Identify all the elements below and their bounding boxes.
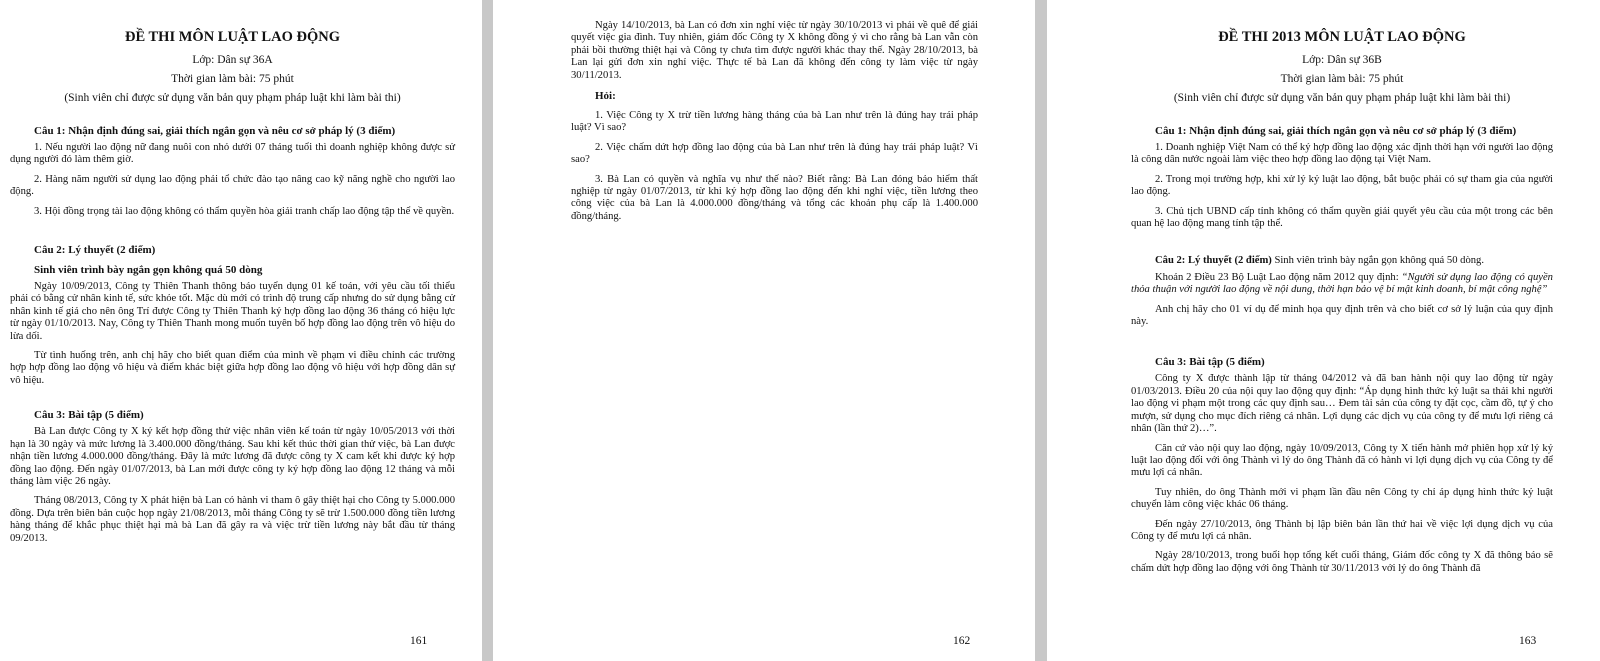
time-line: Thời gian làm bài: 75 phút xyxy=(1280,73,1404,85)
q2-title: Câu 2: Lý thuyết (2 điểm) xyxy=(1155,255,1272,267)
q1-title: Câu 1: Nhận định đúng sai, giải thích ngắn gọn và nêu cơ sở pháp lý (3 điểm) xyxy=(1155,125,1517,137)
q3-paragraph: Tháng 08/2013, Công ty X phát hiện bà Lan có hành vi tham ô gây thiệt hại cho Công ty 5.000.000 đồng. Dựa trên biên bản cuộc họp ngày 21/08/2013, mỗi tháng Công ty sẽ trừ 1.500.000 đồng tiền lương hàng tháng để khắc phục thiệt hại mà bà Lan đã gây ra và việc trừ tiền lương này bắt đầu từ tháng 09/2013. xyxy=(10,495,455,544)
q1-item: 2. Hàng năm người sử dụng lao động phải tổ chức đào tạo nâng cao kỹ năng nghề cho người lao động. xyxy=(10,173,455,198)
q1-item: 1. Doanh nghiệp Việt Nam có thể ký hợp đồng lao động xác định thời hạn với người lao động là công dân nước ngoài làm việc theo hợp đồng lao động tại Việt Nam. xyxy=(1131,142,1553,166)
q2-paragraph: Ngày 10/09/2013, Công ty Thiên Thanh thông báo tuyển dụng 01 kế toán, với yêu cầu tối thiểu phải có bằng cử nhân kinh tế, sức khỏe tốt. Mặc dù mới có trình độ trung cấp nhưng do sử dụng bằng cử nhân kinh tế giả cho nên ông Trí được Công ty Thiên Thanh ký hợp đồng lao động 36 tháng có hiệu lực từ ngày 01/10/2013. Nay, Công ty Thiên Thanh mong muốn tuyên bố hợp đồng lao động trên vô hiệu do lừa dối. xyxy=(10,281,455,342)
q2-title-rest: Sinh viên trình bày ngắn gọn không quá 50 dòng. xyxy=(1271,255,1484,267)
page-163 xyxy=(1047,0,1600,661)
q1-item: 2. Trong mọi trường hợp, khi xử lý kỷ luật lao động, bắt buộc phải có sự tham gia của người lao động. xyxy=(1131,173,1553,198)
q3-title: Câu 3: Bài tập (5 điểm) xyxy=(34,409,144,422)
class-line: Lớp: Dân sự 36B xyxy=(1302,54,1382,66)
q3-paragraph: Đến ngày 27/10/2013, ông Thành bị lập biên bản lần thứ hai về việc lợi dụng dịch vụ của Công ty để mưu lợi cá nhân. xyxy=(1131,518,1553,542)
q2-heading-line xyxy=(1131,255,1553,267)
page-number: 161 xyxy=(410,635,428,647)
questions-heading: Hỏi: xyxy=(595,90,616,103)
q1-item: 3. Chủ tịch UBND cấp tỉnh không có thẩm quyền giải quyết yêu cầu của một trong các bên quan hệ lao động mang tính tập thể. xyxy=(1131,205,1553,230)
q1-item: 1. Nếu người lao động nữ đang nuôi con nhỏ dưới 07 tháng tuổi thì doanh nghiệp không được sử dụng người đó làm thêm giờ. xyxy=(10,142,455,166)
q2-title: Câu 2: Lý thuyết (2 điểm) xyxy=(34,244,156,257)
page-number: 162 xyxy=(953,635,971,647)
q2-paragraph xyxy=(1131,272,1553,297)
q3-paragraph: Công ty X được thành lập từ tháng 04/2012 và đã ban hành nội quy lao động từ ngày 01/03/2013. Điều 20 của nội quy lao động quy định: “Áp dụng hình thức kỷ luật sa thải khi người lao động vi phạm một trong các quy định sau… Đem tài sản của công ty đặt cọc, cầm đồ, tự ý cho mượn, sử dụng cho mục đích riêng cá nhân. Lợi dụng các dịch vụ của công ty để mưu lợi riêng cá nhân (lần thứ 2)…”. xyxy=(1131,373,1553,435)
q3-title: Câu 3: Bài tập (5 điểm) xyxy=(1155,356,1265,369)
page-number: 163 xyxy=(1519,635,1537,647)
question-item: 1. Việc Công ty X trừ tiền lương hàng tháng của bà Lan như trên là đúng hay trái pháp luật? Vì sao? xyxy=(571,110,978,134)
q1-item: 3. Hội đồng trọng tài lao động không có thẩm quyền hòa giải tranh chấp lao động tập thể về quyền. xyxy=(34,205,455,217)
class-line: Lớp: Dân sự 36A xyxy=(192,54,273,66)
q3-paragraph: Ngày 28/10/2013, trong buổi họp tổng kết cuối tháng, Giám đốc công ty X đã thông báo sẽ chấm dứt hợp đồng lao động với ông Thành từ 30/11/2013 với lý do ông Thành đã xyxy=(1131,550,1553,574)
q3-paragraph: Bà Lan được Công ty X ký kết hợp đồng thử việc nhân viên kế toán từ ngày 10/05/2013 với thời hạn là 30 ngày và mức lương là 3.400.000 đồng/tháng. Sau khi kết thúc thời gian thử việc, bà Lan được nhận tiền lương 4.000.000 đồng/tháng. Đây là mức lương đã được công ty X cam kết khi được ký hợp đồng lao động. Đến ngày 01/07/2013, bà Lan mới được công ty ký hợp đồng lao động 12 tháng và mỗi tháng làm việc 26 ngày. xyxy=(10,426,455,487)
q2-lead: Khoản 2 Điều 23 Bộ Luật Lao động năm 2012 quy định: xyxy=(1155,271,1402,283)
page-161 xyxy=(0,0,482,661)
q2-paragraph: Anh chị hãy cho 01 ví dụ để minh họa quy định trên và cho biết cơ sở lý luận của quy định này. xyxy=(1131,303,1553,328)
time-line: Thời gian làm bài: 75 phút xyxy=(171,73,294,85)
q3-paragraph: Tuy nhiên, do ông Thành mới vi phạm lần đầu nên Công ty chỉ áp dụng hình thức kỷ luật chuyển làm công việc khác 06 tháng. xyxy=(1131,486,1553,511)
exam-note: (Sinh viên chỉ được sử dụng văn bản quy phạm pháp luật khi làm bài thi) xyxy=(64,92,401,104)
q2-subtitle: Sinh viên trình bày ngắn gọn không quá 50 dòng xyxy=(34,264,263,277)
q3-paragraph: Căn cứ vào nội quy lao động, ngày 10/09/2013, Công ty X tiến hành mở phiên họp xử lý kỷ luật lao động đối với ông Thành vì lý do ông Thành đã có hành vi lợi dụng dịch vụ của Công ty để mưu lợi cá nhân. xyxy=(1131,442,1553,479)
q2-paragraph: Từ tình huống trên, anh chị hãy cho biết quan điểm của mình về phạm vi điều chỉnh các trường hợp hợp đồng lao động vô hiệu và điểm khác biệt giữa hợp đồng lao động vô hiệu với hợp đồng dân sự vô hiệu. xyxy=(10,350,455,386)
q2-quote: “Người sử dụng lao động có quyền thỏa thuận với người lao động về nội dung, thời hạn bảo vệ bí mật kinh doanh, bí mật công nghệ” xyxy=(1131,271,1553,296)
exam-title: ĐỀ THI 2013 MÔN LUẬT LAO ĐỘNG xyxy=(1218,29,1466,45)
page-162 xyxy=(493,0,1035,661)
exam-note: (Sinh viên chỉ được sử dụng văn bản quy phạm pháp luật khi làm bài thi) xyxy=(1173,92,1511,104)
q1-title: Câu 1: Nhận định đúng sai, giải thích ngắn gọn và nêu cơ sở pháp lý (3 điểm) xyxy=(34,125,396,137)
case-intro: Ngày 14/10/2013, bà Lan có đơn xin nghỉ việc từ ngày 30/10/2013 vì phải về quê để giải quyết việc gia đình. Tuy nhiên, giám đốc Công ty X không đồng ý vì cho rằng bà Lan vẫn còn phải bồi thường thiệt hại và Công ty chưa tìm được người khác thay thế. Ngày 28/10/2013, bà Lan lại gửi đơn xin nghỉ việc. Thực tế bà Lan đã không đến công ty làm việc từ ngày 30/11/2013. xyxy=(571,20,978,81)
exam-title: ĐỀ THI MÔN LUẬT LAO ĐỘNG xyxy=(125,29,340,45)
question-item: 2. Việc chấm dứt hợp đồng lao động của bà Lan như trên là đúng hay trái pháp luật? Vì sao? xyxy=(571,141,978,166)
question-item: 3. Bà Lan có quyền và nghĩa vụ như thế nào? Biết rằng: Bà Lan đóng bảo hiểm thất nghiệp từ ngày 01/07/2013, từ khi ký hợp đồng lao động đến khi nghỉ việc, tiền lương theo công việc của bà Lan là 4.000.000 đồng/tháng và tổng các khoản phụ cấp là 1.400.000 đồng/tháng. xyxy=(571,173,978,222)
